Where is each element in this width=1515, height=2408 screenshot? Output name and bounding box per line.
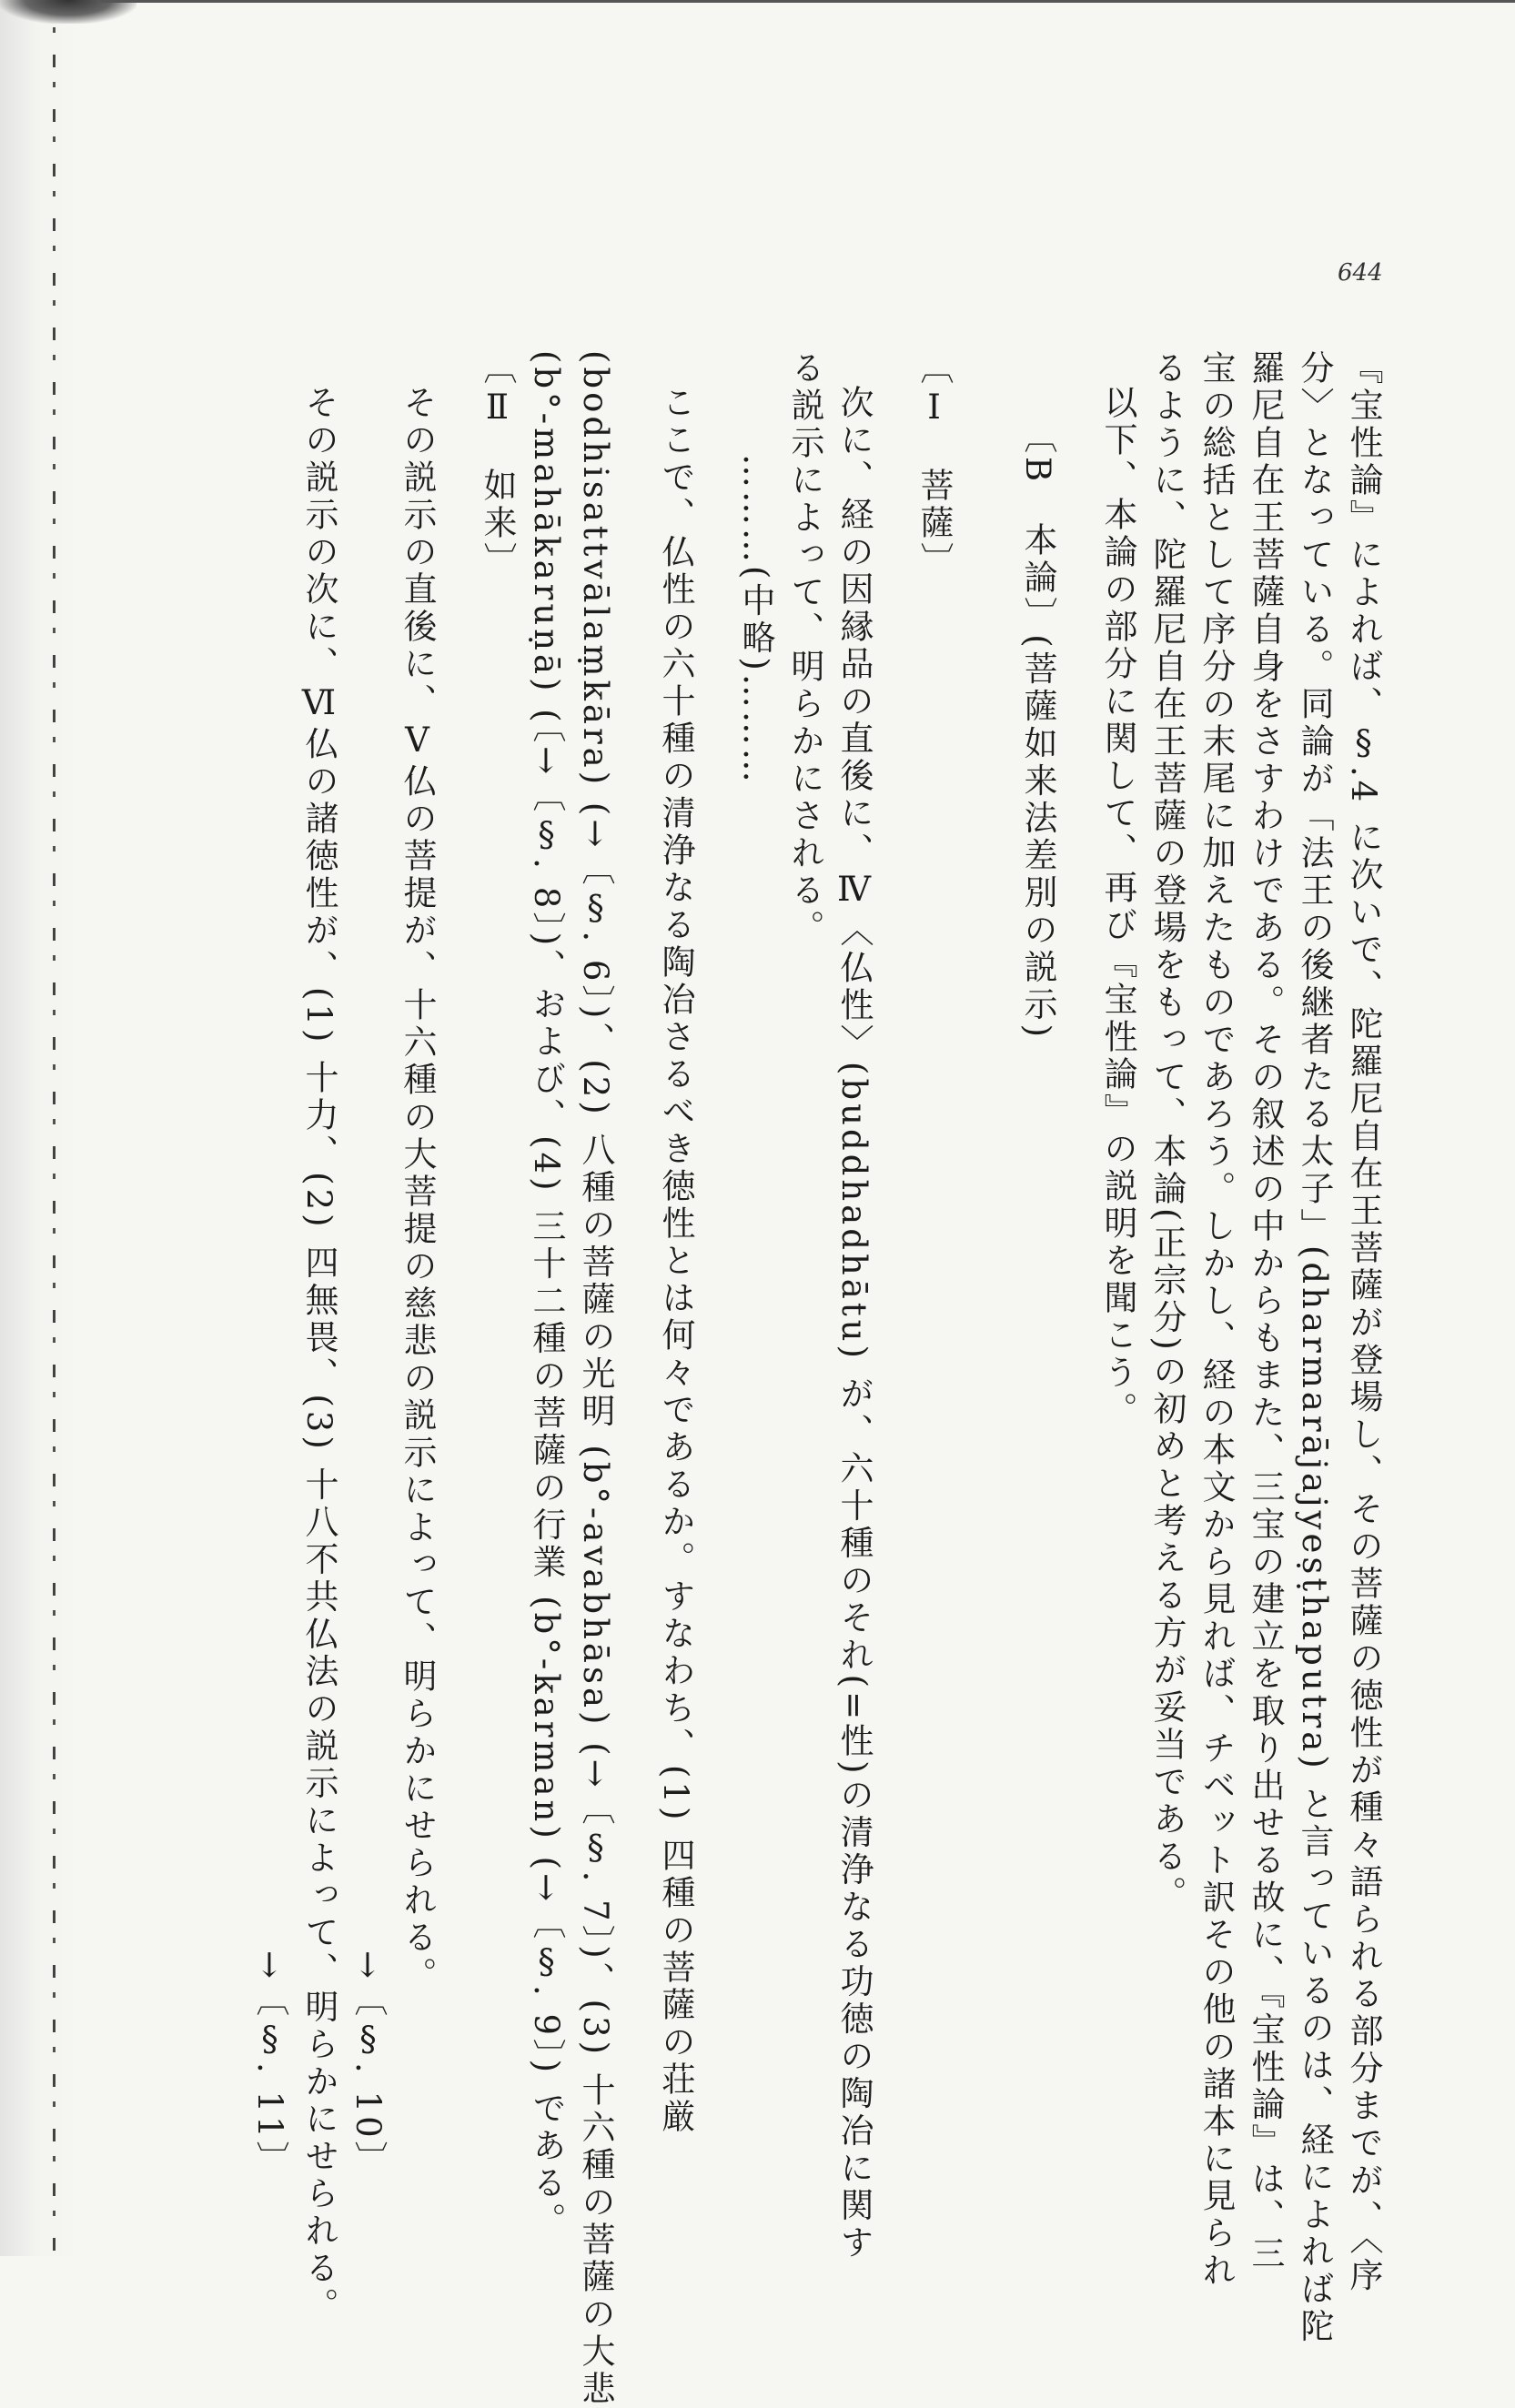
transition-line: 以下、本論の部分に関して、再び『宝性論』の説明を聞こう。: [1098, 385, 1137, 1429]
section-1-heading: 〔Ⅰ 菩薩〕: [914, 350, 954, 579]
section-1-detail-1: ここで、仏性の六十種の清浄なる陶冶さるべき徳性とは何々であるか。すなわち、(1) 四種の菩薩の荘厳: [656, 385, 695, 2137]
section-1-detail-3: (b°-mahākaruṇā) (〔→〔§. 8〕)、および、(4) 三十二種の菩薩の行業 (b°-karman) (→〔§. 9〕) である。: [527, 350, 566, 2240]
section-2-heading: 〔Ⅱ 如来〕: [478, 350, 517, 579]
page-number: 644: [1338, 259, 1383, 287]
intro-line-5: るように、陀羅尼自在王菩薩の登場をもって、本論(正宗分)の初めと考える方が妥当である。: [1147, 350, 1187, 1913]
section-1-detail-2: (bodhisattvālaṃkāra) (→〔§. 6〕)、(2) 八種の菩薩の光明 (b°-avabhāsa) (→〔§. 7〕)、(3) 十六種の菩薩の大悲: [576, 350, 615, 2408]
binding-shadow-line: [53, 0, 56, 2256]
omission-marker: ………(中略)………: [736, 454, 775, 786]
intro-line-2: 分〉となっている。同論が「法王の後継者たる太子」(dharmarājajyeṣṭhaputra) と言っているのは、経によれば陀: [1295, 350, 1334, 2346]
intro-line-4: 宝の総括として序分の末尾に加えたものであろう。しかし、経の本文から見れば、チベット訳その他の諸本に見られ: [1197, 350, 1236, 2290]
section-2-line-1: その説示の直後に、Ⅴ仏の菩提が、十六種の大菩提の慈悲の説示によって、明らかにせられる。: [398, 385, 437, 1994]
section-b-heading: 〔B 本論〕(菩薩如来法差別の説示): [1018, 419, 1057, 1042]
section-2-ref-1: →〔§. 10〕: [348, 1950, 388, 2179]
section-1-line-1: 次に、経の因縁品の直後に、Ⅳ〈仏性〉(buddhadhātu) が、六十種のそれ(=性)の清浄なる功徳の陶冶に関す: [834, 385, 874, 2262]
section-2-ref-2: →〔§. 11〕: [250, 1950, 289, 2179]
intro-line-3: 羅尼自在王菩薩自身をさすわけである。その叙述の中からもまた、三宝の建立を取り出せる故に、『宝性論』は、三: [1246, 350, 1285, 2273]
vertical-text-body: [245, 350, 1388, 2408]
section-2-line-2: その説示の次に、Ⅵ仏の諸徳性が、(1) 十力、(2) 四無畏、(3) 十八不共仏法の説示によって、明らかにせられる。: [299, 385, 338, 2325]
top-border-rule: [100, 0, 1515, 3]
binding-edge: [0, 0, 82, 2256]
intro-line-1: 『宝性論』によれば、§.4 に次いで、陀羅尼自在王菩薩が登場し、その菩薩の徳性が種々語られる部分までが、〈序: [1344, 350, 1383, 2295]
scan-blot: [0, 0, 136, 24]
section-1-line-2: る説示によって、明らかにされる。: [785, 350, 824, 947]
